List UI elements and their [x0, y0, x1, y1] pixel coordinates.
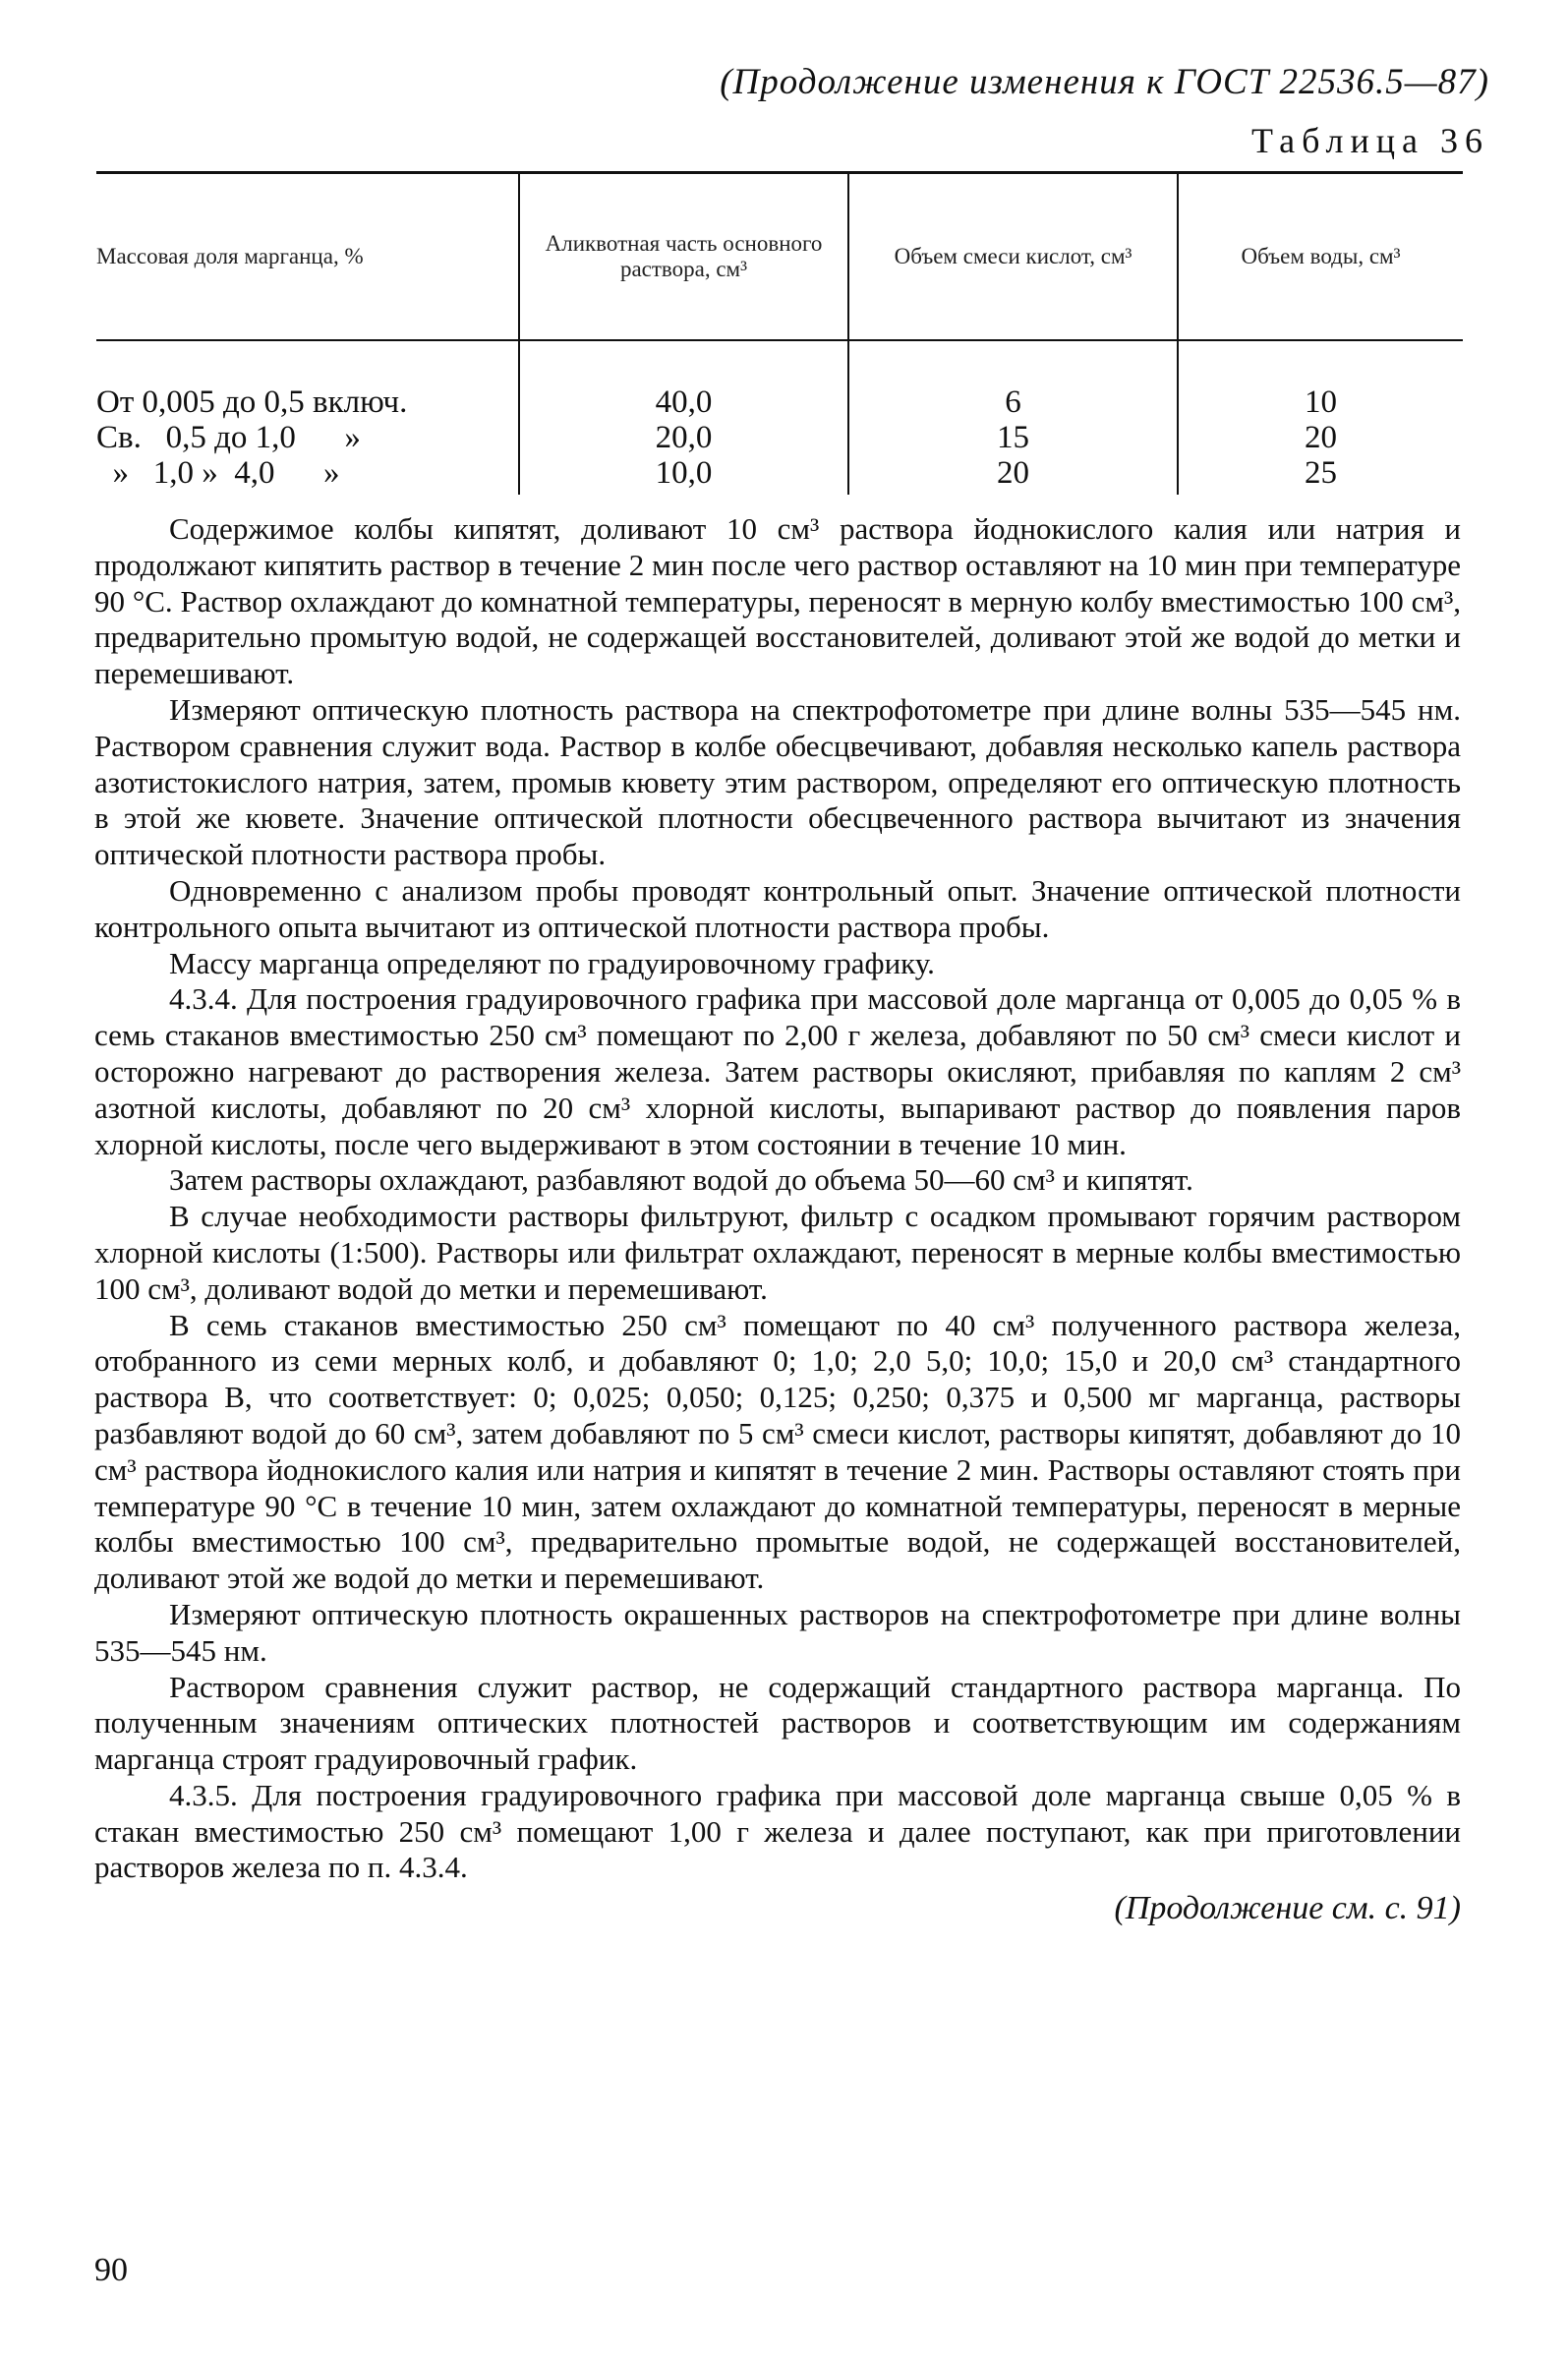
table-row: [96, 340, 1463, 420]
paragraph: В семь стаканов вместимостью 250 см³ помещают по 40 см³ полученного раствора железа, отобранного из семи мерных колб, и добавляют 0; 1,0; 2,0 5,0; 10,0; 15,0 и 20,0 см³ стандартного раствора В, что соответствует: 0; 0,025; 0,050; 0,125; 0,250; 0,375 и 0,500 мг марганца, растворы разбавляют водой до 60 см³, затем добавляют по 5 см³ смеси кислот, растворы кипятят, добавляют до 10 см³ раствора йоднокислого калия или натрия и кипятят в течение 2 мин. Растворы оставляют стоять при температуре 90 °С в течение 10 мин, затем охлаждают до комнатной температуры, переносят в мерные колбы вместимостью 100 см³, предварительно промытые водой, не содержащей восстановителей, доливают этой же водой до метки и перемешивают.: [94, 1307, 1461, 1596]
table-cell: 20: [1178, 420, 1463, 455]
column-header: Массовая доля марганца, %: [96, 173, 519, 341]
paragraph: 4.3.5. Для построения градуировочного графика при массовой доле марганца свыше 0,05 % в стакан вместимостью 250 см³ помещают 1,00 г железа и далее поступают, как при приготовлении растворов железа по п. 4.3.4.: [94, 1777, 1461, 1885]
table-cell: » 1,0 » 4,0 »: [96, 455, 340, 491]
page-number: 90: [94, 2252, 128, 2288]
paragraph: Затем растворы охлаждают, разбавляют водой до объема 50—60 см³ и кипятят.: [169, 1162, 1193, 1198]
table-cell: 20,0: [519, 420, 848, 455]
paragraph: Массу марганца определяют по градуировочному графику.: [169, 945, 935, 980]
table-cell: 15: [848, 420, 1178, 455]
paragraph: Содержимое колбы кипятят, доливают 10 см³ раствора йоднокислого калия или натрия и продолжают кипятить раствор в течение 2 мин после чего раствор оставляют на 10 мин при температуре 90 °С. Раствор охлаждают до комнатной температуры, переносят в мерную колбу вместимостью 100 см³, предварительно промытую водой, не содержащей восстановителей, доливают этой же водой до метки и перемешивают.: [94, 511, 1461, 691]
table-cell: От 0,005 до 0,5 включ.: [96, 384, 408, 420]
table-header-row: [96, 173, 1463, 341]
manganese-table: [96, 171, 1463, 495]
table-row: [96, 420, 1463, 455]
paragraph: 4.3.4. Для построения градуировочного графика при массовой доле марганца от 0,005 до 0,05 % в семь стаканов вместимостью 250 см³ помещают по 2,00 г железа, добавляют по 50 см³ смеси кислот и осторожно нагревают до растворения железа. Затем растворы окисляют, прибавляя по каплям 2 см³ азотной кислоты, добавляют по 20 см³ хлорной кислоты, выпаривают раствор до появления паров хлорной кислоты, после чего выдерживают в этом состоянии в течение 10 мин.: [94, 981, 1461, 1161]
table-cell: 20: [848, 455, 1178, 495]
table-cell: 25: [1178, 455, 1463, 495]
paragraph: Раствором сравнения служит раствор, не содержащий стандартного раствора марганца. По полученным значениям оптических плотностей растворов и соответствующим им содержаниям марганца строят градуировочный график.: [94, 1669, 1461, 1777]
table-cell: 10,0: [519, 455, 848, 495]
column-header: Объем смеси кислот, см³: [848, 173, 1178, 341]
table-label: Таблица 36: [1251, 121, 1489, 160]
paragraph: В случае необходимости растворы фильтруют, фильтр с осадком промывают горячим раствором хлорной кислоты (1:500). Растворы или фильтрат охлаждают, переносят в мерные колбы вместимостью 100 см³, доливают водой до метки и перемешивают.: [94, 1199, 1461, 1306]
paragraph: Измеряют оптическую плотность раствора на спектрофотометре при длине волны 535—545 нм. Раствором сравнения служит вода. Раствор в колбе обесцвечивают, добавляя несколько капель раствора азотистокислого натрия, затем, промыв кювету этим раствором, определяют его оптическую плотность в этой же кювете. Значение оптической плотности обесцвеченного раствора вычитают из значения оптической плотности раствора пробы.: [94, 691, 1461, 872]
paragraph: Одновременно с анализом пробы проводят контрольный опыт. Значение оптической плотности контрольного опыта вычитают из оптической плотности раствора пробы.: [94, 872, 1461, 944]
table-cell: Св. 0,5 до 1,0 »: [96, 420, 361, 455]
table-row: [96, 455, 1463, 495]
table-cell: 40,0: [519, 340, 848, 420]
column-header: Аликвотная часть основного раствора, см³: [519, 173, 848, 341]
body-text: [94, 511, 1461, 1929]
column-header: Объем воды, см³: [1178, 173, 1463, 341]
paragraph: Измеряют оптическую плотность окрашенных растворов на спектрофотометре при длине волны 535—545 нм.: [94, 1596, 1461, 1668]
continuation-footer: (Продолжение см. с. 91): [1114, 1890, 1461, 1927]
continuation-header: (Продолжение изменения к ГОСТ 22536.5—87): [720, 62, 1489, 102]
table-cell: 6: [848, 340, 1178, 420]
table-cell: 10: [1178, 340, 1463, 420]
